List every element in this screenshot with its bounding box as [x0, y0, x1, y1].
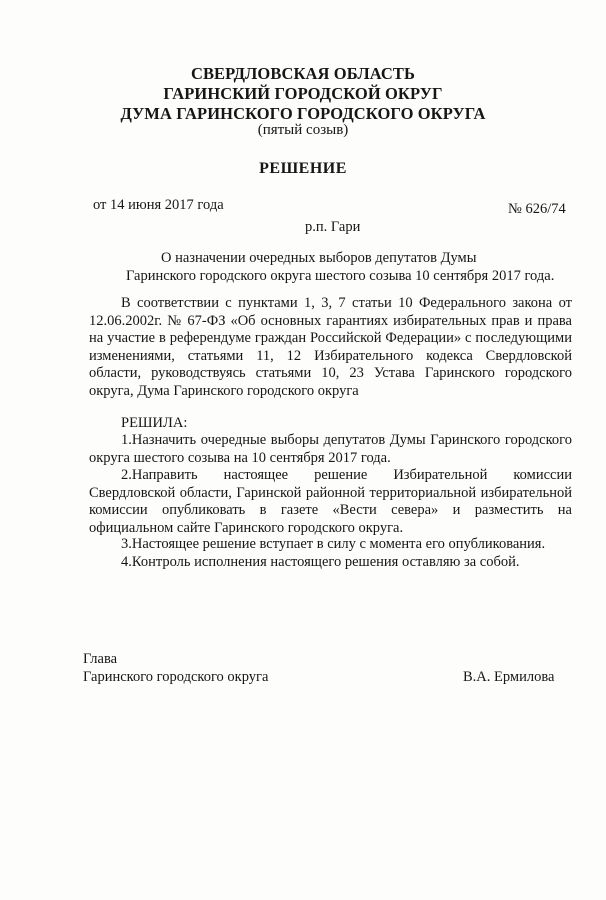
signature-name: В.А. Ермилова	[463, 669, 555, 685]
preamble-paragraph: В соответствии с пунктами 1, 3, 7 статьи 10 Федерального закона от 12.06.2002г. № 67-ФЗ «Об основных гарантиях избирательных прав и права на участие в референдуме граждан Российской Федерации» с последующими изменениями, статьями 11, 12 Избирательного кодекса Свердловской области, руководствуясь статьями 10, 23 Устава Гаринского городского округа, Дума Гаринского городского округа	[89, 295, 572, 399]
subject-line-1: О назначении очередных выборов депутатов Думы	[161, 250, 477, 266]
decision-number: № 626/74	[508, 201, 566, 217]
resolved-item-4: 4.Контроль исполнения настоящего решения оставляю за собой.	[121, 554, 520, 570]
header-region: СВЕРДЛОВСКАЯ ОБЛАСТЬ	[190, 64, 416, 83]
header-duma: ДУМА ГАРИНСКОГО ГОРОДСКОГО ОКРУГА	[120, 104, 486, 123]
header-convocation: (пятый созыв)	[257, 122, 349, 138]
decision-place: р.п. Гари	[305, 219, 361, 235]
resolved-item-3: 3.Настоящее решение вступает в силу с момента его опубликования.	[121, 536, 546, 552]
resolved-item-2: 2.Направить настоящее решение Избирательной комиссии Свердловской области, Гаринской районной территориальной избирательной комиссии опубликовать в газете «Вести севера» и разместить на официальном сайте Гаринского городского округа.	[89, 467, 572, 536]
decision-date: от 14 июня 2017 года	[93, 197, 224, 213]
header-district: ГАРИНСКИЙ ГОРОДСКОЙ ОКРУГ	[163, 84, 443, 103]
resolved-item-1: 1.Назначить очередные выборы депутатов Думы Гаринского городского округа шестого созыва на 10 сентября 2017 года.	[89, 432, 572, 466]
signature-position-line-1: Глава	[83, 651, 118, 667]
subject-line-2: Гаринского городского округа шестого созыва 10 сентября 2017 года.	[126, 268, 555, 284]
decision-title: РЕШЕНИЕ	[259, 160, 347, 177]
resolved-label: РЕШИЛА:	[121, 415, 188, 431]
signature-position-line-2: Гаринского городского округа	[83, 669, 269, 685]
